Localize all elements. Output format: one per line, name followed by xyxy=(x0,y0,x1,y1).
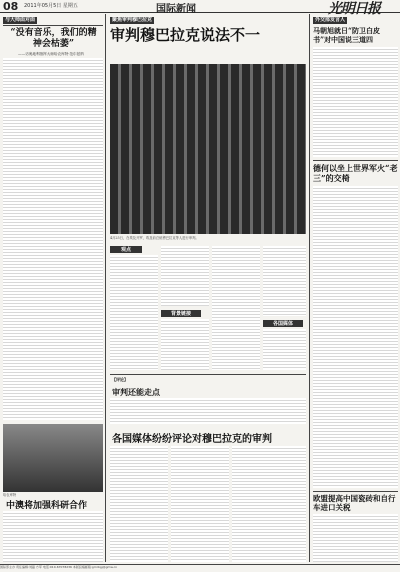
right-headline-1: 马朝旭就日“防卫白皮书”对中国说三道四 xyxy=(313,26,381,44)
commentary-title: 审判还能走点 xyxy=(112,387,160,397)
page-number: 08 xyxy=(3,0,19,13)
left-bottom-text xyxy=(3,511,103,562)
divider xyxy=(313,491,398,492)
center-col2b-text xyxy=(161,319,209,370)
right-headline-2: 德何以坐上世界军火“老三”的交椅 xyxy=(313,163,398,183)
commentary-text xyxy=(110,398,306,424)
center-col3-text xyxy=(212,246,260,370)
left-headline: “没有音乐，我们的精神会枯萎” xyxy=(10,28,97,49)
divider xyxy=(313,160,398,161)
commentary-label: 【评论】 xyxy=(112,377,128,382)
right-headline-3: 欧盟提高中国瓷砖和自行车进口关税 xyxy=(313,494,396,512)
center-headline: 审判穆巴拉克说法不一 xyxy=(110,26,261,44)
center-col1-text xyxy=(110,255,158,370)
lower-col1-text xyxy=(110,446,168,562)
section-title: 国际新闻 xyxy=(156,4,196,15)
lower-col2-text xyxy=(171,446,229,562)
box-label-1: 观点 xyxy=(110,246,142,253)
center-photo-caption: 4月25日，在埃及开罗，埃及前总统穆巴拉克等人进行审判。 xyxy=(110,236,199,240)
portrait-photo xyxy=(3,424,103,492)
newspaper-logo: 光明日报 xyxy=(328,1,380,17)
box-label-3: 各国媒体 xyxy=(263,320,303,327)
right-text-1 xyxy=(313,47,398,157)
center-col4b-text xyxy=(263,329,306,370)
courtroom-photo xyxy=(110,64,306,234)
issue-date: 2011年05月5日 星期五 xyxy=(24,3,78,9)
left-bottom-headline: 中澳将加强科研合作 xyxy=(6,501,88,511)
column-divider xyxy=(105,14,106,562)
center-column-label: 聚焦审判穆巴拉克 xyxy=(112,17,153,23)
left-subhead: ——访奥地利指挥大师哈农库特·范尔兹纳 xyxy=(18,52,84,56)
lower-headline: 各国媒体纷纷评论对穆巴拉克的审判 xyxy=(112,434,272,445)
lower-col3-text xyxy=(232,446,306,562)
center-col2-text xyxy=(161,246,209,306)
right-text-3 xyxy=(313,514,398,562)
left-article-text xyxy=(3,58,103,420)
column-divider xyxy=(309,14,310,562)
divider xyxy=(3,25,103,26)
right-column-label: 外交部发言人 xyxy=(315,17,346,23)
left-photo-caption: 哈农库特 xyxy=(3,493,17,497)
right-text-2 xyxy=(313,186,398,488)
left-column-label: 与大师面对面 xyxy=(5,17,36,23)
divider xyxy=(110,374,306,375)
page-footer: 国际部主办 责任编辑:刘磊 方军 电话:010-67078236 本版投稿邮箱:gmrbgj@gmw.cn xyxy=(0,564,400,572)
box-label-2: 背景链接 xyxy=(161,310,201,317)
center-col4-text xyxy=(263,246,306,316)
